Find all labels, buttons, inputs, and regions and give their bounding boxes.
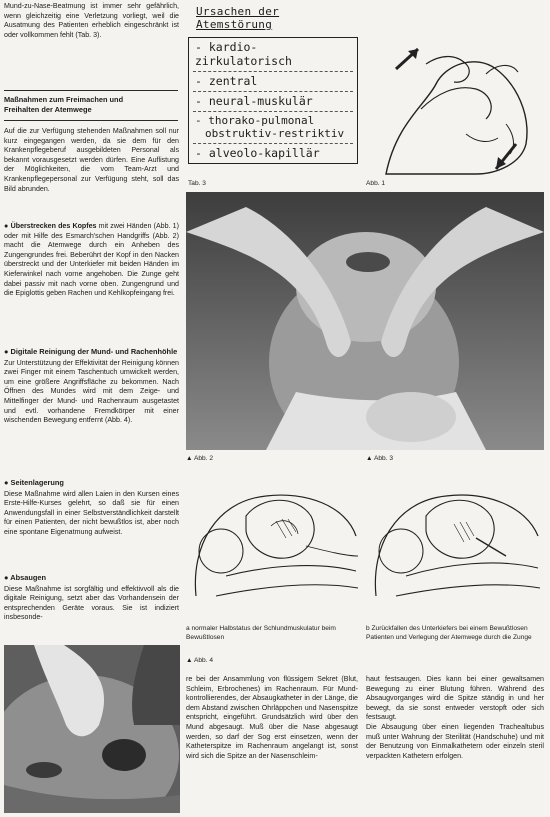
- diagram-caption-obstructed: b Zurückfallen des Unterkiefers bei einem Bewußtlosen Patienten und Verlegung der Atemwege durch die Zunge: [366, 625, 532, 641]
- abb2-abb3-photo: [186, 192, 544, 450]
- table-row: - alveolo-kapillär: [195, 146, 320, 160]
- bullet-title: ● Digitale Reinigung der Mund- und Rachenhöhle: [4, 347, 178, 356]
- bullet-overstrecken: ● Überstrecken des Kopfes mit zwei Händen (Abb. 1) oder mit Hilfe des Esmarch'schen Handgriffs (Abb. 2) macht die Atemwege durch ein Anheben des Zungengrundes frei. Beberührt der Kopf in den Nacken überstreckt und der Unterkiefer mit beiden Händen im Kieferwinkel nach vorne angehoben. Die Zunge geht dabei passiv mit nach vorne oben. Zungengrund und die Epiglottis geben Rachen und Kehlkopfeingang frei.: [4, 222, 179, 298]
- airway-diagram-normal: [186, 476, 362, 614]
- abb3-caption: ▲ Abb. 3: [366, 455, 394, 462]
- bullet-title: ● Seitenlagerung: [4, 478, 64, 487]
- bullet-digitale-reinigung: [4, 347, 179, 426]
- abb1-caption: Abb. 1: [366, 180, 386, 187]
- causes-table: [188, 5, 358, 177]
- abb2-caption: ▲ Abb. 2: [186, 455, 214, 462]
- jaw-thrust-photo: [186, 192, 544, 450]
- bullet-seitenlagerung: [4, 478, 179, 538]
- bottom-column-2: haut festsaugen. Dies kann bei einer gewaltsamen Bewegung zu einer Blutung führen. Während des Absaugvorganges wird die Spitze ständig in und her bewegt, da sie sonst entweder verstopft oder sich festsaugt. Die Absaugung über einen liegenden Trachealtubus muß unter Wahrung der Sterilität (Handschuhe) und mit der Benutzung von Einmalkathetern oder einzeln steril verpackten Kathetern erfolgen.: [366, 675, 544, 760]
- table-caption: Tab. 3: [188, 180, 206, 187]
- section-heading: Maßnahmen zum Freimachen und Freihalten der Atemwege: [4, 95, 124, 114]
- bottom-column-1: re bei der Ansammlung von flüssigem Sekret (Blut, Schleim, Erbrochenes) im Rachenraum. Für Mund-kontrollierendes, der Absaugkatheter in der Länge, die dem Abstand zwischen Ohrläppchen und Nasenspitze entspricht, eingeführt. Grundsätzlich wird über den Mund abgesaugt. Muß über die Nase abgesaugt werden, so darf der Sog erst einsetzen, wenn der Katheterspitze im Rachenraum angelangt ist, sonst wird sich die Spitze an der Nasenschleim-: [186, 675, 358, 760]
- table-box: [188, 37, 358, 164]
- bullet-text: Zur Unterstützung der Effektivität der Reinigung können zwei Finger mit einem Taschentuch umwickelt werden, um eine größere Angriffsfläche zu bekommen. Nach Öffnen des Mundes wird mit dem Zeige- und Mittelfinger der Mund- und Rachenraum ausgetastet und evtl. vorhandene Fremdkörper mit einer wischenden Bewegung entfernt (Abb. 4).: [4, 358, 179, 425]
- table-row: - kardio-zirkulatorisch: [193, 38, 353, 72]
- bullet-title: Überstrecken des Kopfes: [10, 222, 97, 230]
- table-row: - zentral: [193, 72, 353, 92]
- normal-airway-drawing: [186, 476, 362, 614]
- bullet-absaugen: [4, 573, 179, 623]
- abb4-caption: ▲ Abb. 4: [186, 657, 214, 664]
- abb4-photo: [4, 645, 180, 813]
- bullet-title: ● Absaugen: [4, 573, 46, 582]
- bullet-text: mit zwei Händen (Abb. 1) oder mit Hilfe des Esmarch'schen Handgriffs (Abb. 2) macht die Atemwege durch ein Anheben des Zungengrundes frei. Beberührt der Kopf in den Nacken überstreckt und der Unterkiefer mit beiden Händen im Kieferwinkel nach vorne angehoben. Die Zunge geht dabei passiv mit nach vorne oben. Zungengrund und die Epiglottis geben Rachen und Kehlkopfeingang frei.: [4, 222, 179, 298]
- abb1-sketch: [366, 24, 546, 180]
- table-heading: Ursachen der Atemstörung: [196, 5, 280, 31]
- bullet-text: Diese Maßnahme wird allen Laien in den Kursen eines Erste-Hilfe-Kurses gelehrt, so daß sie für einen Anwendungsfall in einer Selbstverständlichkeit darstellt für einen Patienten, der nicht bewußtlos ist, aber noch eine spontane Eigenatmung aufweist.: [4, 489, 179, 536]
- table-row: - neural-muskulär: [193, 92, 353, 112]
- head-tilt-sketch: [366, 24, 546, 180]
- section-divider: [4, 90, 178, 91]
- table-row: - thorako-pulmonal obstruktiv-restriktiv: [193, 112, 353, 144]
- bullet-text: Diese Maßnahme ist sorgfältig und effektivvoll als die digitale Reinigung, setzt aber das Vorhandensein der entsprechenden Geräte voraus. Sie ist indiziert insbesonde-: [4, 584, 179, 622]
- section-paragraph: Auf die zur Verfügung stehenden Maßnahmen soll nur kurz eingegangen werden, da sie dem für den Krankenpflegeberuf ausgebildeten Personal als bekannt vorausgesetzt werden dürfen. Eine Auflistung der Möglichkeiten, die vom Team-Arzt und Krankenpflegepersonal zur Verfügung steht, soll das Bild abrunden.: [4, 127, 179, 193]
- section-divider: [4, 120, 178, 121]
- intro-paragraph: Mund-zu-Nase-Beatmung ist immer sehr gefährlich, wenn gleichzeitig eine Verletzung vorliegt, weil die Ausatmung des Patienten erheblich eingeschränkt ist oder vollkommen fehlt (Tab. 3).: [4, 2, 179, 39]
- diagram-caption-normal: a normaler Halbstatus der Schlundmuskulatur beim Bewußtlosen: [186, 625, 336, 641]
- obstructed-airway-drawing: [366, 476, 544, 614]
- finger-sweep-photo: [4, 645, 180, 813]
- airway-diagram-obstructed: [366, 476, 544, 614]
